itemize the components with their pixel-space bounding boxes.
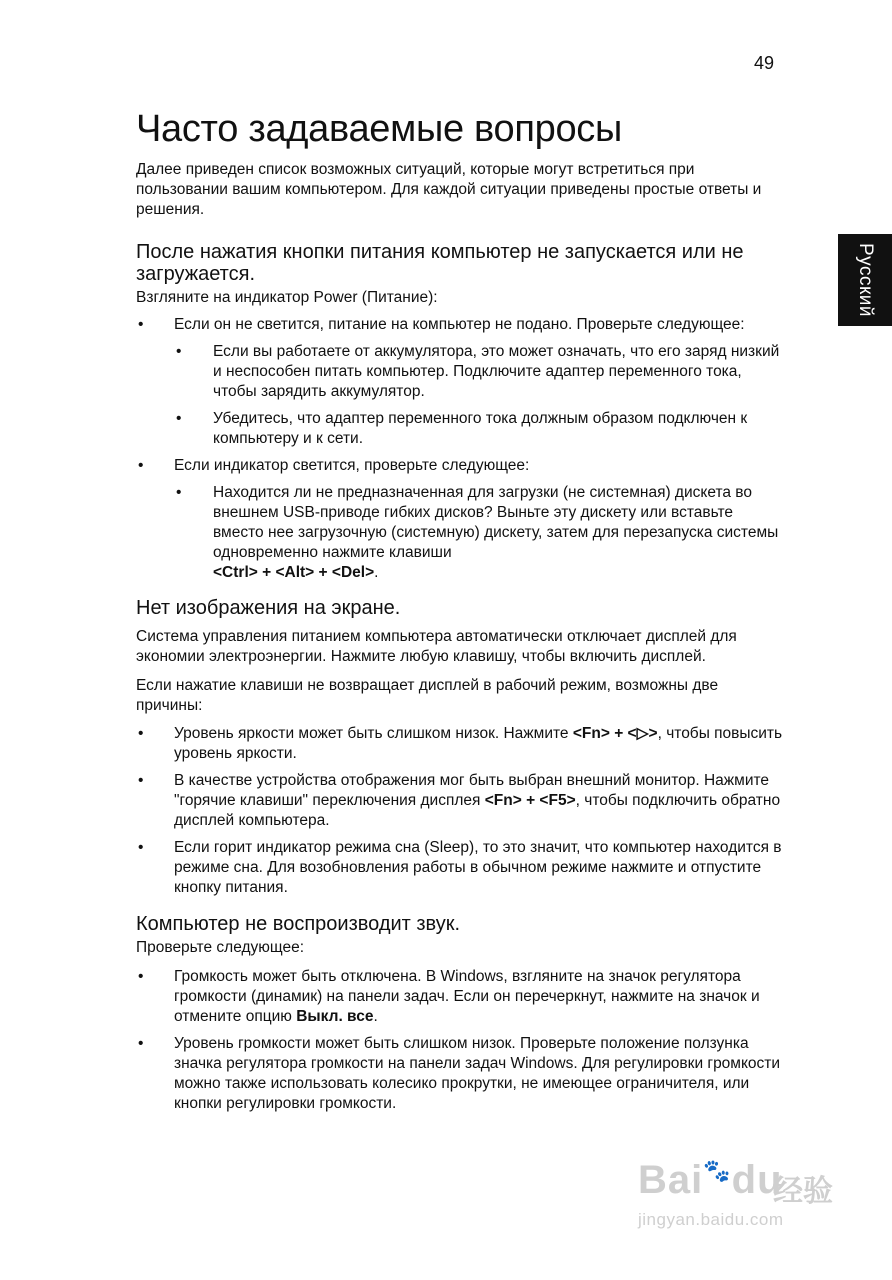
list-item	[136, 771, 784, 831]
watermark-logo-text: Bai🐾du	[638, 1158, 783, 1202]
section-heading-power: После нажатия кнопки питания компьютер не запускается или не загружается.	[136, 241, 744, 285]
key-combo: <Fn> + <▷>	[572, 725, 658, 742]
section-heading-display: Нет изображения на экране.	[136, 597, 401, 619]
page-title: Часто задаваемые вопросы	[136, 108, 623, 150]
list-item-text: В качестве устройства отображения мог быть выбран внешний монитор. Нажмите "горячие клавиши" переключения дисплея	[174, 772, 770, 809]
list-item	[136, 724, 784, 764]
section-power-lead: Взгляните на индикатор Power (Питание):	[136, 289, 438, 306]
list-item-text: Находится ли не предназначенная для загрузки (не системная) дискета во внешнем USB-приводе гибких дисков? Выньте эту дискету или вставьте вместо нее загрузочную (системную) дискету, затем для перезапуска системы одновременно нажмите клавиши	[213, 484, 779, 561]
section-display-paragraph: Если нажатие клавиши не возвращает дисплей в рабочий режим, возможны две причины:	[136, 677, 719, 714]
display-list	[136, 724, 784, 898]
section-display-paragraph: Система управления питанием компьютера автоматически отключает дисплей для экономии электроэнергии. Нажмите любую клавишу, чтобы включить дисплей.	[136, 628, 737, 665]
section-sound-lead: Проверьте следующее:	[136, 939, 305, 956]
list-item: • Убедитесь, что адаптер переменного тока должным образом подключен к компьютеру и к сети.	[136, 409, 784, 449]
list-item-text: , чтобы повысить уровень яркости.	[174, 725, 783, 762]
list-item-text: Уровень яркости может быть слишком низок. Нажмите	[174, 725, 573, 742]
page-number: 49	[754, 53, 775, 73]
language-tab	[838, 234, 892, 326]
intro-paragraph: Далее приведен список возможных ситуаций, которые могут встретиться при пользовании вашим компьютером. Для каждой ситуации приведены простые ответы и решения.	[136, 161, 762, 218]
paw-icon: 🐾	[703, 1158, 732, 1183]
list-item-text: Громкость может быть отключена. В Windows, взгляните на значок регулятора громкости (динамик) на панели задач. Если он перечеркнут, нажмите на значок и отмените опцию	[174, 968, 760, 1025]
section-heading-sound: Компьютер не воспроизводит звук.	[136, 913, 461, 935]
list-item: • Если вы работаете от аккумулятора, это может означать, что его заряд низкий и неспособен питать компьютер. Подключите адаптер переменного тока, чтобы зарядить аккумулятор.	[136, 342, 784, 402]
option-name: Выкл. все	[296, 1008, 374, 1025]
list-item	[136, 967, 784, 1027]
key-combo: <Ctrl> + <Alt> + <Del>	[213, 564, 375, 581]
watermark-cn-text: 经验	[773, 1175, 833, 1208]
sound-list	[136, 967, 784, 1114]
list-item: • Если он не светится, питание на компьютер не подано. Проверьте следующее:	[136, 315, 784, 335]
baidu-jingyan-watermark	[638, 1150, 838, 1240]
key-combo: <Fn> + <F5>	[484, 792, 576, 809]
language-tab-label: Русский	[855, 243, 876, 317]
document-body	[136, 108, 784, 1114]
list-item-text: , чтобы подключить обратно дисплей компьютера.	[174, 792, 781, 829]
list-item: • Уровень громкости может быть слишком низок. Проверьте положение ползунка значка регулятора громкости на панели задач Windows. Для регулировки громкости можно также использовать колесико прокрутки, не имеющее ограничителя, или кнопки регулировки громкости.	[136, 1034, 784, 1114]
list-item: • Если горит индикатор режима сна (Sleep), то это значит, что компьютер находится в режиме сна. Для возобновления работы в обычном режиме нажмите и отпустите кнопку питания.	[136, 838, 784, 898]
power-list	[136, 315, 784, 583]
list-item: • Если индикатор светится, проверьте следующее:	[136, 456, 784, 476]
list-item-text: .	[374, 564, 379, 581]
watermark-url: jingyan.baidu.com	[638, 1210, 784, 1229]
list-item-text: .	[373, 1008, 378, 1025]
list-item	[136, 483, 784, 583]
